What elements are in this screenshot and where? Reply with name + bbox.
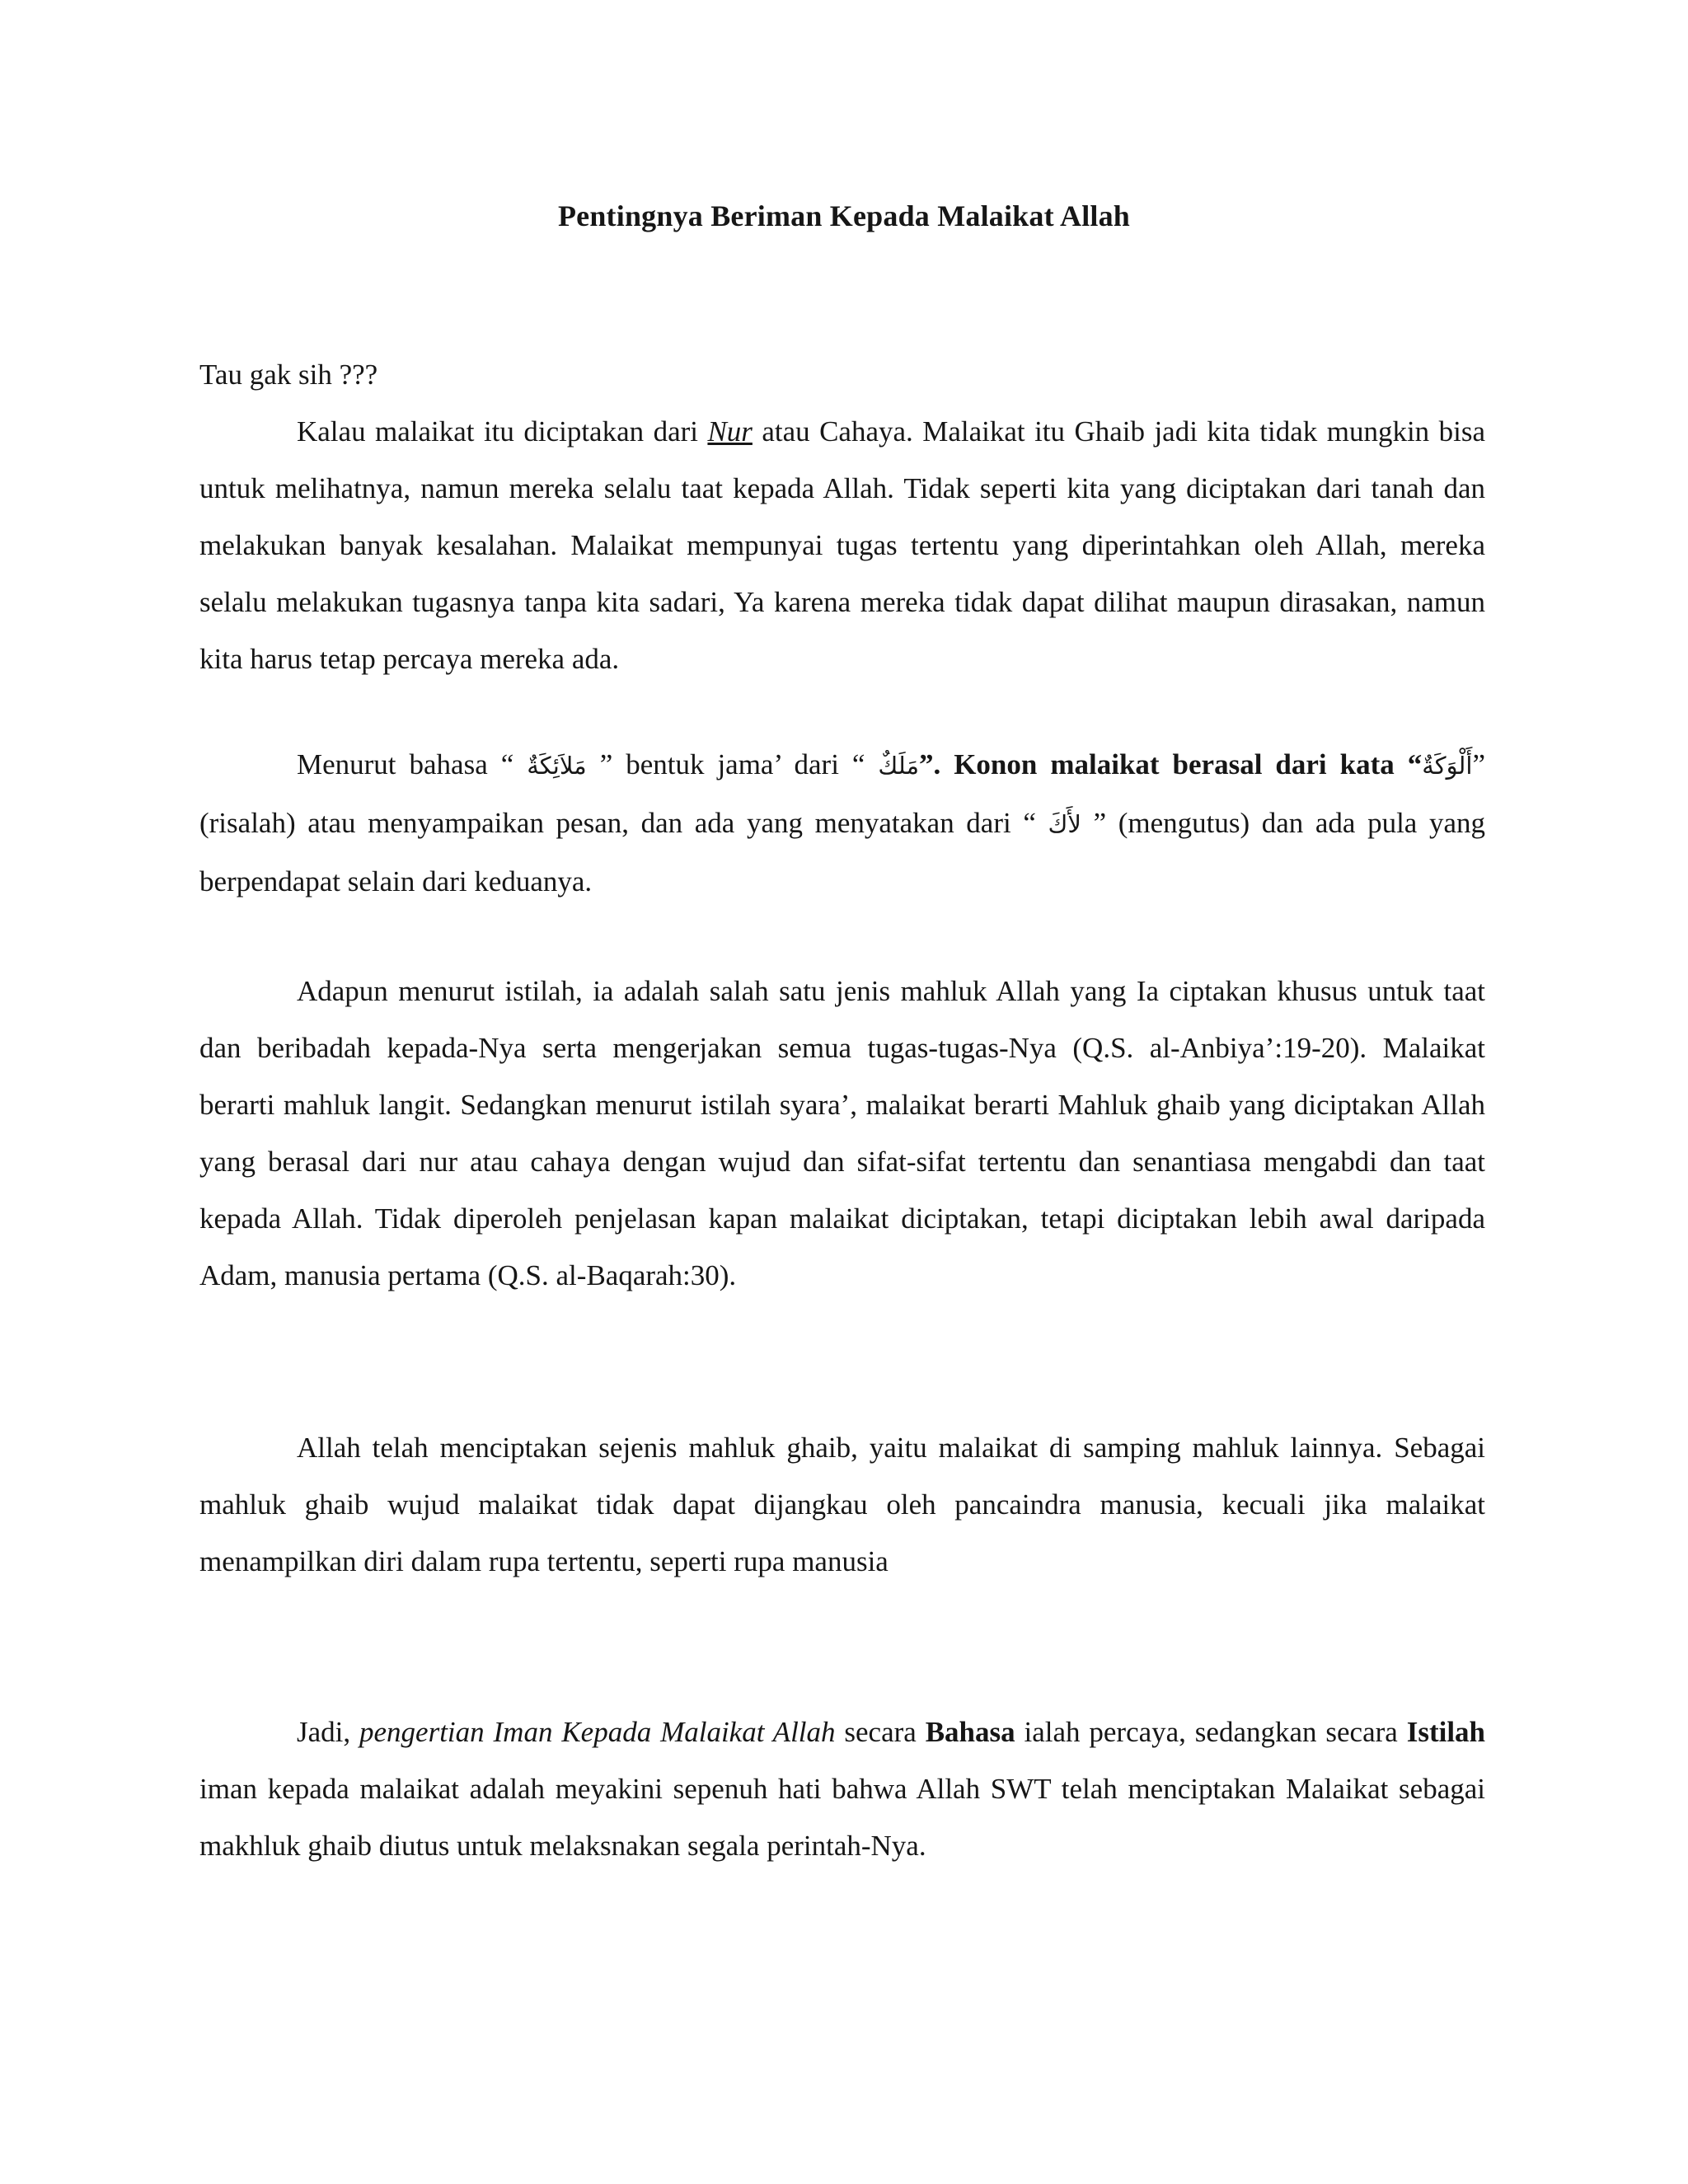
paragraph-etymology: [199, 736, 1485, 910]
paragraph-nur-text-2: atau Cahaya. Malaikat itu Ghaib jadi kita tidak mungkin bisa untuk melihatnya, namun mereka selalu taat kepada Allah. Tidak seperti kita yang diciptakan dari tanah dan melakukan banyak kesalahan. Malaikat mempunyai tugas tertentu yang diperintahkan oleh Allah, mereka selalu melakukan tugasnya tanpa kita sadari, Ya karena mereka tidak dapat dilihat maupun dirasakan, namun kita harus tetap percaya mereka ada.: [199, 415, 1485, 675]
arabic-alukah: أَلْوَكَةٌ: [1422, 752, 1473, 780]
arabic-malaikah: مَلاَئِكَةٌ: [527, 752, 587, 780]
term-section: [199, 963, 1485, 1304]
paragraph-ghaib: Allah telah menciptakan sejenis mahluk ghaib, yaitu malaikat di samping mahluk lainnya. Sebagai mahluk ghaib wujud malaikat tidak dapat dijangkau oleh pancaindra manusia, kecuali jika malaikat menampilkan diri dalam rupa tertentu, seperti rupa manusia: [199, 1432, 1485, 1577]
iman-definition-term: pengertian Iman Kepada Malaikat Allah: [359, 1716, 836, 1748]
conclusion-section: [199, 1704, 1485, 1874]
paragraph-nur: [199, 403, 1485, 687]
conclusion-text-4: iman kepada malaikat adalah meyakini sepenuh hati bahwa Allah SWT telah menciptakan Malaikat sebagai makhluk ghaib diutus untuk melaksnakan segala perintah-Nya.: [199, 1773, 1485, 1862]
istilah-term: Istilah: [1406, 1716, 1486, 1748]
conclusion-text-3: ialah percaya, sedangkan secara: [1015, 1716, 1407, 1748]
etymology-text-2: ” bentuk jama’ dari “: [586, 748, 879, 780]
intro-heading: Tau gak sih ???: [199, 359, 378, 391]
document-title: Pentingnya Beriman Kepada Malaikat Allah: [557, 199, 1131, 232]
bahasa-term: Bahasa: [925, 1716, 1015, 1748]
etymology-text-5: ” (mengutus) dan ada pula yang berpendapat selain dari keduanya.: [199, 807, 1485, 898]
paragraph-istilah: Adapun menurut istilah, ia adalah salah satu jenis mahluk Allah yang Ia ciptakan khusus untuk taat dan beribadah kepada-Nya serta mengerjakan semua tugas-tugas-Nya (Q.S. al-Anbiya’:19-20). Malaikat berarti mahluk langit. Sedangkan menurut istilah syara’, malaikat berarti Mahluk ghaib yang diciptakan Allah yang berasal dari nur atau cahaya dengan wujud dan sifat-sifat tertentu dan senantiasa mengabdi dan taat kepada Allah. Tidak diperoleh penjelasan kapan malaikat diciptakan, tetapi diciptakan lebih awal daripada Adam, manusia pertama (Q.S. al-Baqarah:30).: [199, 975, 1485, 1291]
ghaib-section: [199, 1419, 1485, 1590]
intro-section: [199, 346, 1485, 687]
etymology-text-3: ”. Konon malaikat berasal dari kata “: [918, 748, 1423, 780]
etymology-text-1: Menurut bahasa “: [297, 748, 528, 780]
language-section: [199, 736, 1485, 910]
paragraph-conclusion: [199, 1704, 1485, 1874]
nur-term: Nur: [707, 415, 753, 448]
etymology-text-4: ” (risalah) atau menyampaikan pesan, dan ada yang menyatakan dari “: [199, 748, 1485, 839]
conclusion-text-1: Jadi,: [297, 1716, 360, 1748]
conclusion-text-2: secara: [835, 1716, 926, 1748]
arabic-malak: مَلَكٌ: [878, 752, 919, 780]
arabic-laaka: لأَكَ: [1048, 810, 1081, 838]
paragraph-nur-text-1: Kalau malaikat itu diciptakan dari: [297, 415, 708, 448]
